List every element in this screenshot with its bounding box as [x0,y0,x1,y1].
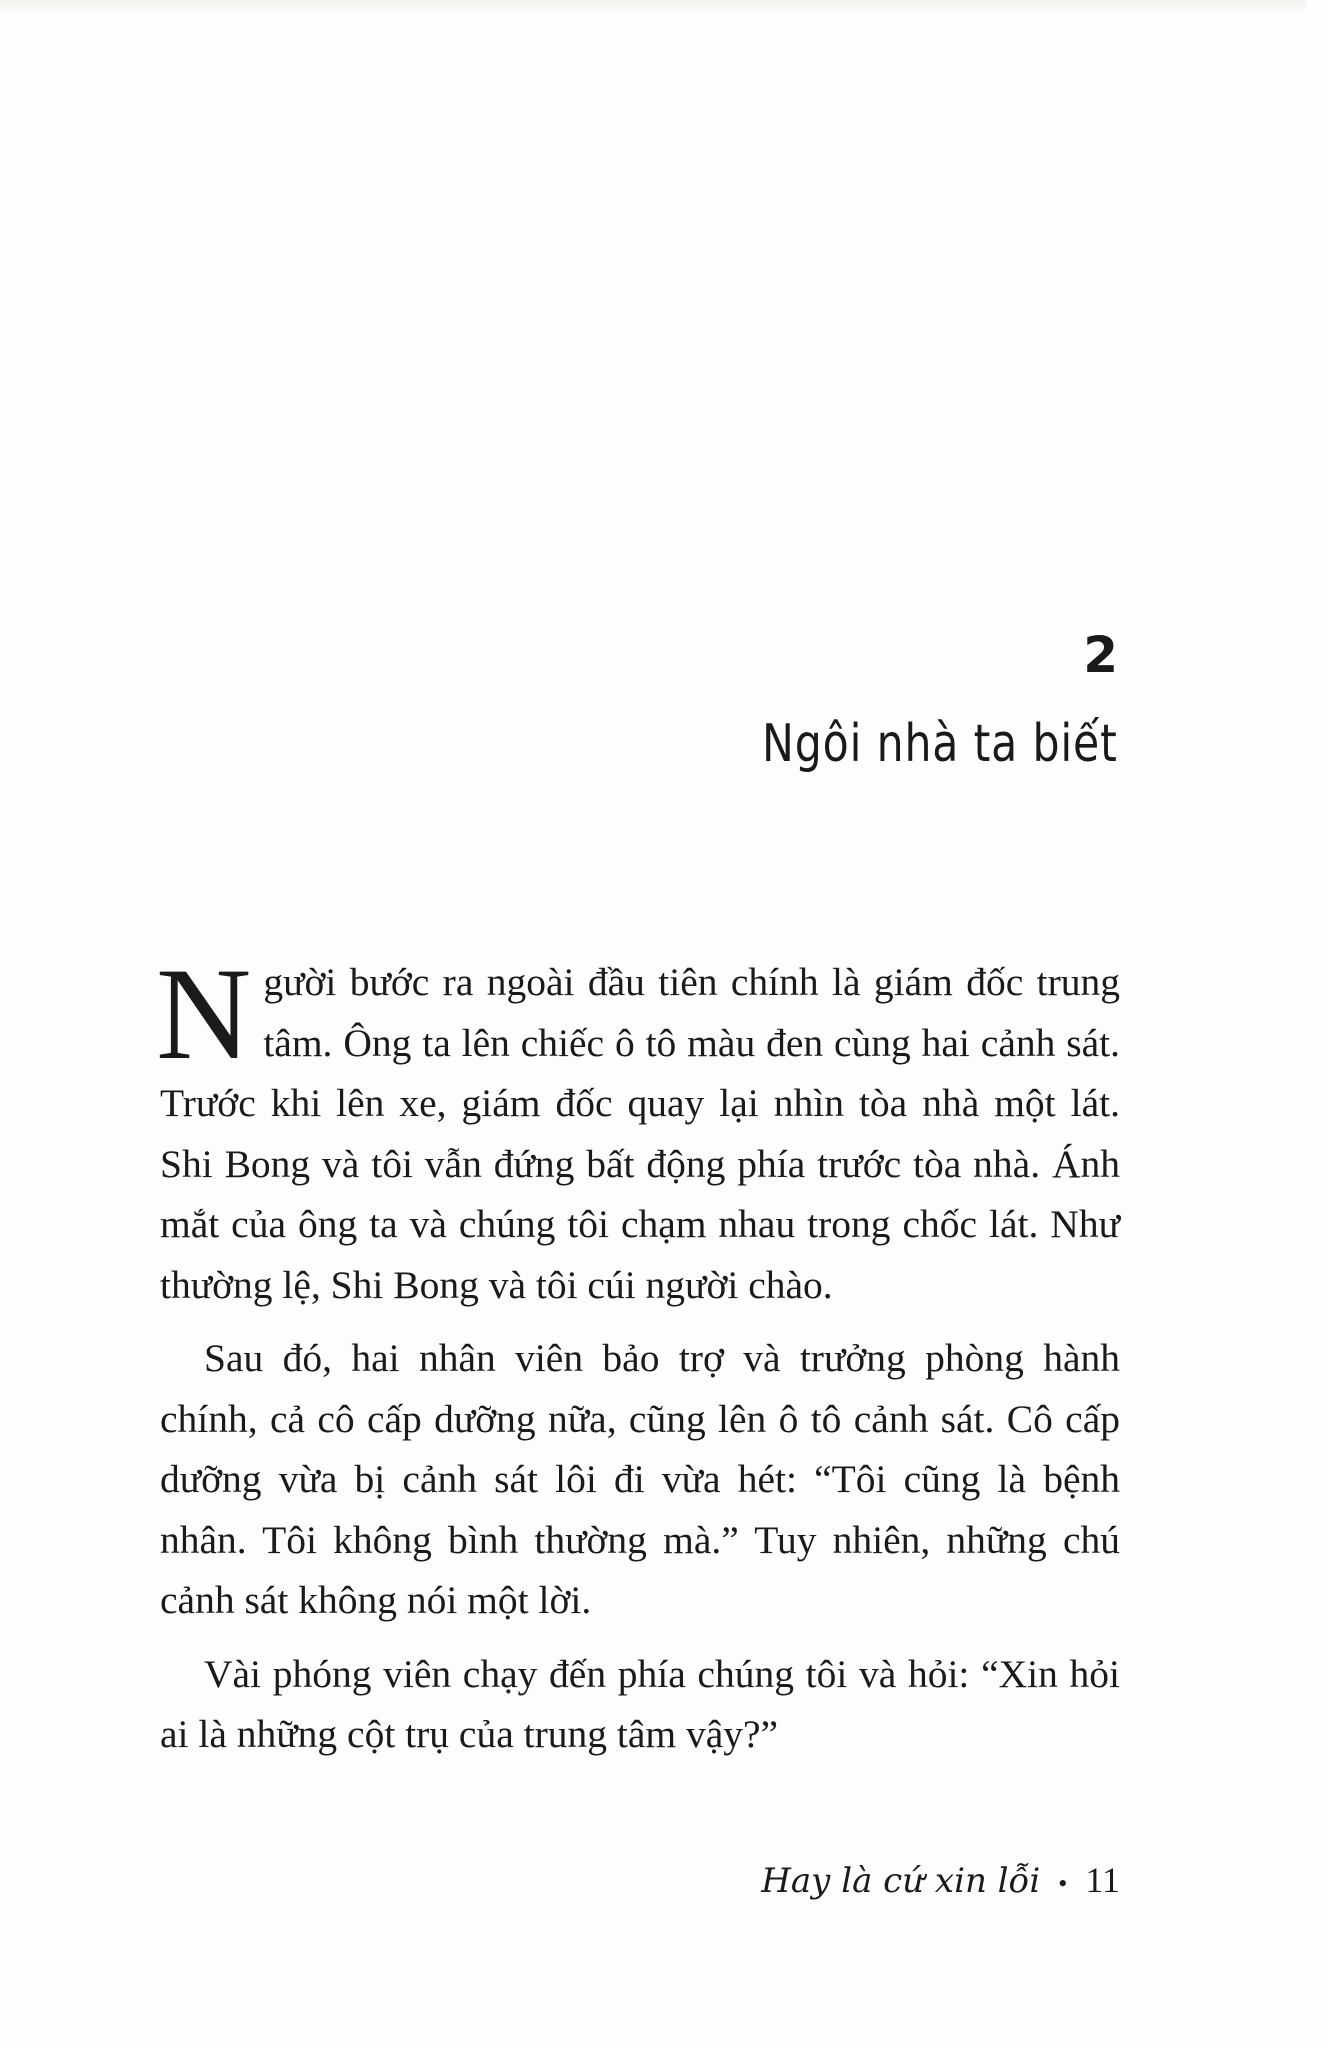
chapter-body [156,940,1120,1765]
paragraph-1 [156,940,1120,1315]
page-right-edge [1306,0,1328,2048]
paragraph-2: Sau đó, hai nhân viên bảo trợ và trưởng phòng hành chính, cả cô cấp dưỡng nữa, cũng lên ô tô cảnh sát. Cô cấp dưỡng vừa bị cảnh sát lôi đi vừa hét: “Tôi cũng là bệnh nhân. Tôi không bình thường mà.” Tuy nhiên, những chú cảnh sát không nói một lời. [160,1336,1120,1622]
chapter-number: 2 [1083,626,1118,684]
page-number: 11 [1085,1860,1120,1900]
chapter-title: Ngôi nhà ta biết [762,714,1118,774]
paragraph-3: Vài phóng viên chạy đến phía chúng tôi và hỏi: “Xin hỏi ai là những cột trụ của trung tâm vậy?” [160,1651,1120,1756]
running-footer [761,1860,1120,1901]
footer-separator: • [1058,1869,1068,1898]
page-top-edge [0,0,1328,12]
drop-cap: N [156,940,252,1087]
paragraph-1-text: gười bước ra ngoài đầu tiên chính là giám đốc trung tâm. Ông ta lên chiếc ô tô màu đen cùng hai cảnh sát. Trước khi lên xe, giám đốc quay lại nhìn tòa nhà một lát. Shi Bong và tôi vẫn đứng bất động phía trước tòa nhà. Ánh mắt của ông ta và chúng tôi chạm nhau trong chốc lát. Như thường lệ, Shi Bong và tôi cúi người chào. [160,960,1120,1307]
footer-book-title: Hay là cứ xin lỗi [761,1861,1041,1901]
